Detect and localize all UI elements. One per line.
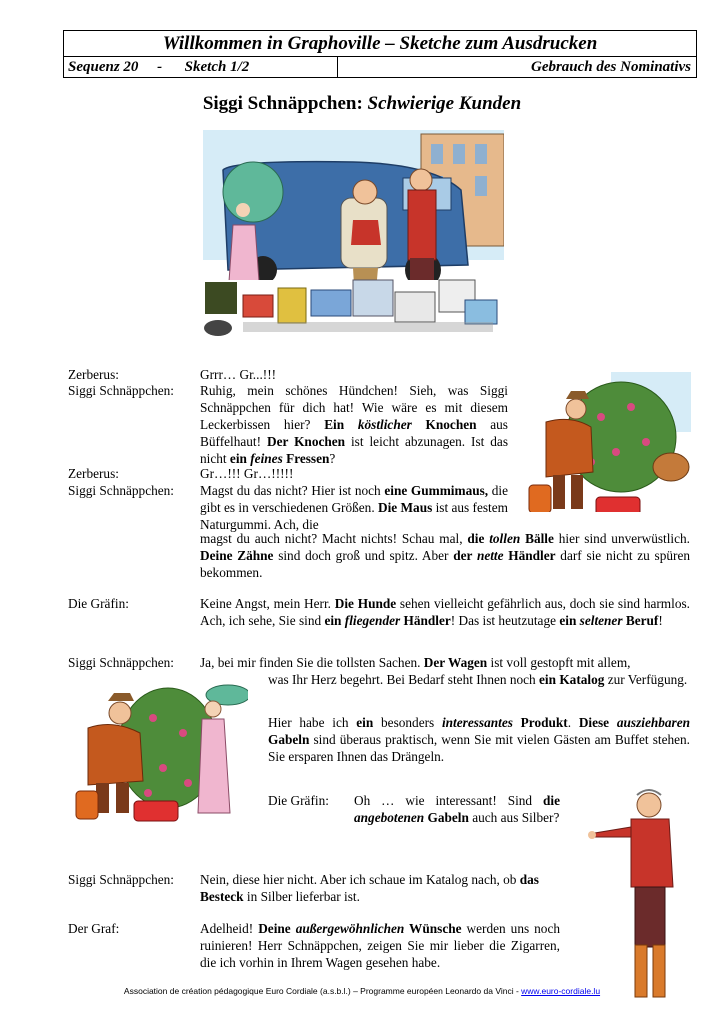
speaker-graf: Der Graf: — [68, 921, 120, 936]
line-graefin-2: Oh … wie interessant! Sind die angebotenen Gabeln auch aus Silber? — [354, 793, 560, 825]
page-title — [0, 93, 724, 115]
line-siggi-3-b: was Ihr Herz begehrt. Bei Bedarf steht Ihnen noch ein Katalog zur Verfügung. — [268, 672, 688, 687]
line-graefin-1: Keine Angst, mein Herr. Die Hunde sehen vielleicht gefährlich aus, doch sie sind harmlos. Ach, ich sehe, Sie sind ein fliegender Händler! Das ist heutzutage ein seltener Beruf! — [200, 596, 690, 628]
speaker-siggi-1: Siggi Schnäppchen: — [68, 383, 174, 398]
speaker-graefin-1: Die Gräfin: — [68, 596, 129, 611]
line-siggi-1: Ruhig, mein schönes Hündchen! Sieh, was Siggi Schnäppchen für dich hat! Wie wäre es mit diesem Leckerbissen hier? Ein köstlicher Knochen aus Büffelhaut! Der Knochen ist leicht abzunagen. Ist das nicht ein feines Fressen? — [200, 383, 508, 466]
footer — [0, 986, 724, 996]
speaker-siggi-2: Siggi Schnäppchen: — [68, 483, 174, 498]
line-zerberus-1: Grrr… Gr...!!! — [200, 367, 277, 382]
line-zerberus-2: Gr…!!! Gr…!!!!! — [200, 466, 294, 481]
speaker-zerberus-2: Zerberus: — [68, 466, 119, 481]
title-sub: Schwierige Kunden — [367, 93, 522, 114]
header-divider — [337, 57, 338, 77]
footer-link[interactable]: www.euro-cordiale.lu — [521, 986, 601, 996]
header-box — [63, 30, 697, 78]
line-siggi-2-part-b: magst du auch nicht? Macht nichts! Schau mal, die tollen Bälle hier sind unverwüstlich. Deine Zähne sind doch groß und spitz. Aber der nette Händler darf sie nicht zu spüren bekommen. — [200, 531, 691, 580]
line-siggi-2-part-a: Magst du das nicht? Hier ist noch eine Gummimaus, die gibt es in verschiedenen Größen. Die Maus ist aus festem Naturgummi. Ach, die — [200, 483, 508, 532]
speaker-siggi-4: Siggi Schnäppchen: — [68, 872, 174, 887]
speaker-zerberus-1: Zerberus: — [68, 367, 119, 382]
sequence-label: Sequenz 20 - Sketch 1/2 — [68, 59, 250, 75]
line-graf: Adelheid! Deine außergewöhnlichen Wünsche werden uns noch ruinieren! Herr Schnäppchen, zeigen Sie mir lieber die Zigarren, die ich vorhin in Ihrem Wagen gesehen habe. — [200, 921, 560, 970]
count-illustration — [587, 787, 694, 1005]
market-van-illustration — [203, 130, 504, 345]
dog-bush-illustration — [521, 367, 691, 522]
speaker-siggi-3: Siggi Schnäppchen: — [68, 655, 174, 670]
header-subrow — [64, 57, 696, 77]
line-siggi-3-a: Ja, bei mir finden Sie die tollsten Sachen. Der Wagen ist voll gestopft mit allem, — [200, 655, 631, 670]
footer-text: Association de création pédagogique Euro Cordiale (a.s.b.l.) – Programme européen Leonardo da Vinci - — [123, 986, 522, 996]
speaker-graefin-2: Die Gräfin: — [268, 793, 329, 808]
line-siggi-3-c: Hier habe ich ein besonders interessantes Produkt. Diese ausziehbaren Gabeln sind überaus praktisch, wenn Sie mit vielen Gästen am Buffet stehen. Sie ersparen Ihnen das Drängeln. — [268, 715, 691, 764]
countess-bush-illustration — [68, 673, 248, 833]
line-siggi-4: Nein, diese hier nicht. Aber ich schaue im Katalog nach, ob das Besteck in Silber lieferbar ist. — [200, 872, 539, 904]
title-main: Siggi Schnäppchen: — [202, 93, 368, 114]
subject-label: Gebrauch des Nominativs — [530, 59, 691, 75]
header-title: Willkommen in Graphoville – Sketche zum Ausdrucken — [64, 31, 696, 57]
